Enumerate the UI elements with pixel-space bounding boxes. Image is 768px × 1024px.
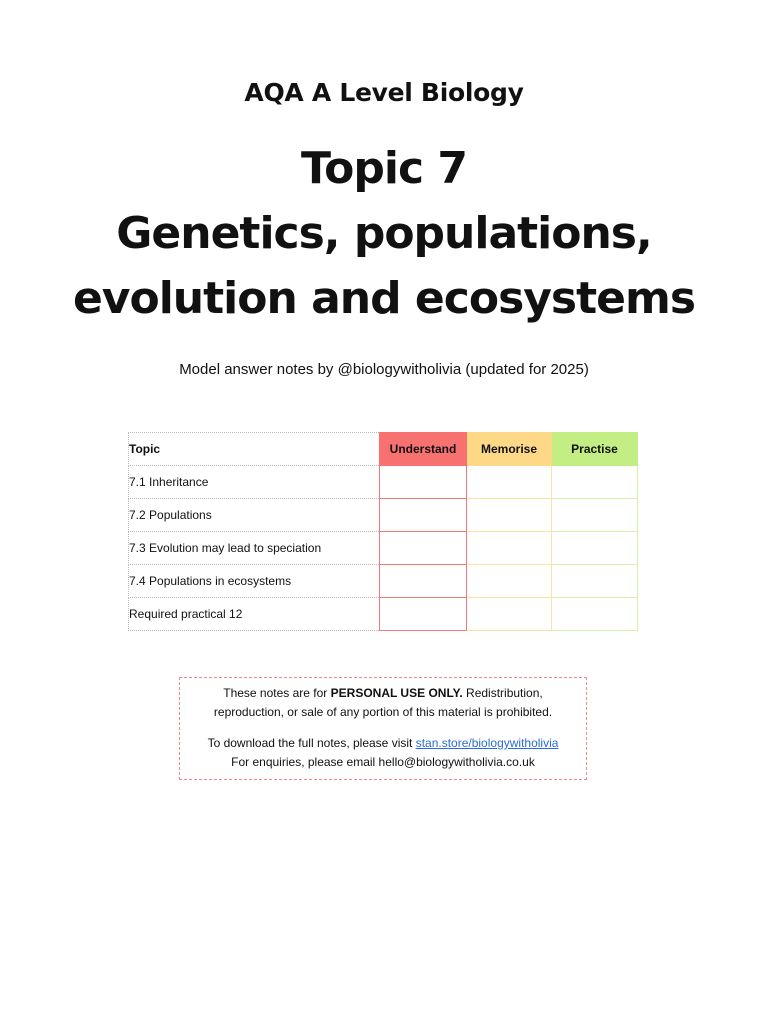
notice-line-2: reproduction, or sale of any portion of this material is prohibited.: [213, 705, 553, 719]
column-header-understand: Understand: [380, 433, 467, 466]
personal-use-emphasis: PERSONAL USE ONLY.: [330, 686, 463, 700]
column-header-practise: Practise: [552, 433, 638, 466]
memorise-checkbox-cell[interactable]: [467, 598, 552, 631]
title-line-3: evolution and ecosystems: [72, 273, 696, 324]
understand-checkbox-cell[interactable]: [380, 532, 467, 565]
topic-cell: 7.3 Evolution may lead to speciation: [129, 532, 380, 565]
topic-title: [0, 136, 768, 331]
subject-heading: AQA A Level Biology: [244, 78, 524, 107]
practise-checkbox-cell[interactable]: [552, 499, 638, 532]
practise-checkbox-cell[interactable]: [552, 565, 638, 598]
table-row: [129, 499, 638, 532]
byline: Model answer notes by @biologywitholivia (updated for 2025): [179, 361, 589, 378]
memorise-checkbox-cell[interactable]: [467, 499, 552, 532]
column-header-memorise: Memorise: [467, 433, 552, 466]
progress-tracker-table: [128, 432, 638, 631]
topic-cell: Required practical 12: [129, 598, 380, 631]
notice-line-1: [180, 684, 586, 703]
memorise-checkbox-cell[interactable]: [467, 565, 552, 598]
understand-checkbox-cell[interactable]: [380, 499, 467, 532]
table-header-row: [129, 433, 638, 466]
usage-notice-box: [179, 677, 587, 780]
notice-text: Redistribution,: [462, 686, 543, 700]
table-row: [129, 532, 638, 565]
understand-checkbox-cell[interactable]: [380, 598, 467, 631]
topic-cell: 7.2 Populations: [129, 499, 380, 532]
topic-cell: 7.1 Inheritance: [129, 466, 380, 499]
notice-text: To download the full notes, please visit: [207, 736, 416, 750]
practise-checkbox-cell[interactable]: [552, 466, 638, 499]
practise-checkbox-cell[interactable]: [552, 598, 638, 631]
table-row: [129, 598, 638, 631]
title-line-2: Genetics, populations,: [116, 208, 652, 259]
title-line-1: Topic 7: [301, 143, 467, 194]
practise-checkbox-cell[interactable]: [552, 532, 638, 565]
understand-checkbox-cell[interactable]: [380, 565, 467, 598]
table-row: [129, 565, 638, 598]
store-link[interactable]: stan.store/biologywitholivia: [415, 736, 559, 750]
topic-cell: 7.4 Populations in ecosystems: [129, 565, 380, 598]
memorise-checkbox-cell[interactable]: [467, 532, 552, 565]
notice-line-3: [180, 734, 586, 753]
notice-text: These notes are for: [223, 686, 331, 700]
notice-line-4: For enquiries, please email hello@biologywitholivia.co.uk: [231, 755, 535, 769]
table-row: [129, 466, 638, 499]
understand-checkbox-cell[interactable]: [380, 466, 467, 499]
column-header-topic: Topic: [129, 433, 380, 466]
memorise-checkbox-cell[interactable]: [467, 466, 552, 499]
